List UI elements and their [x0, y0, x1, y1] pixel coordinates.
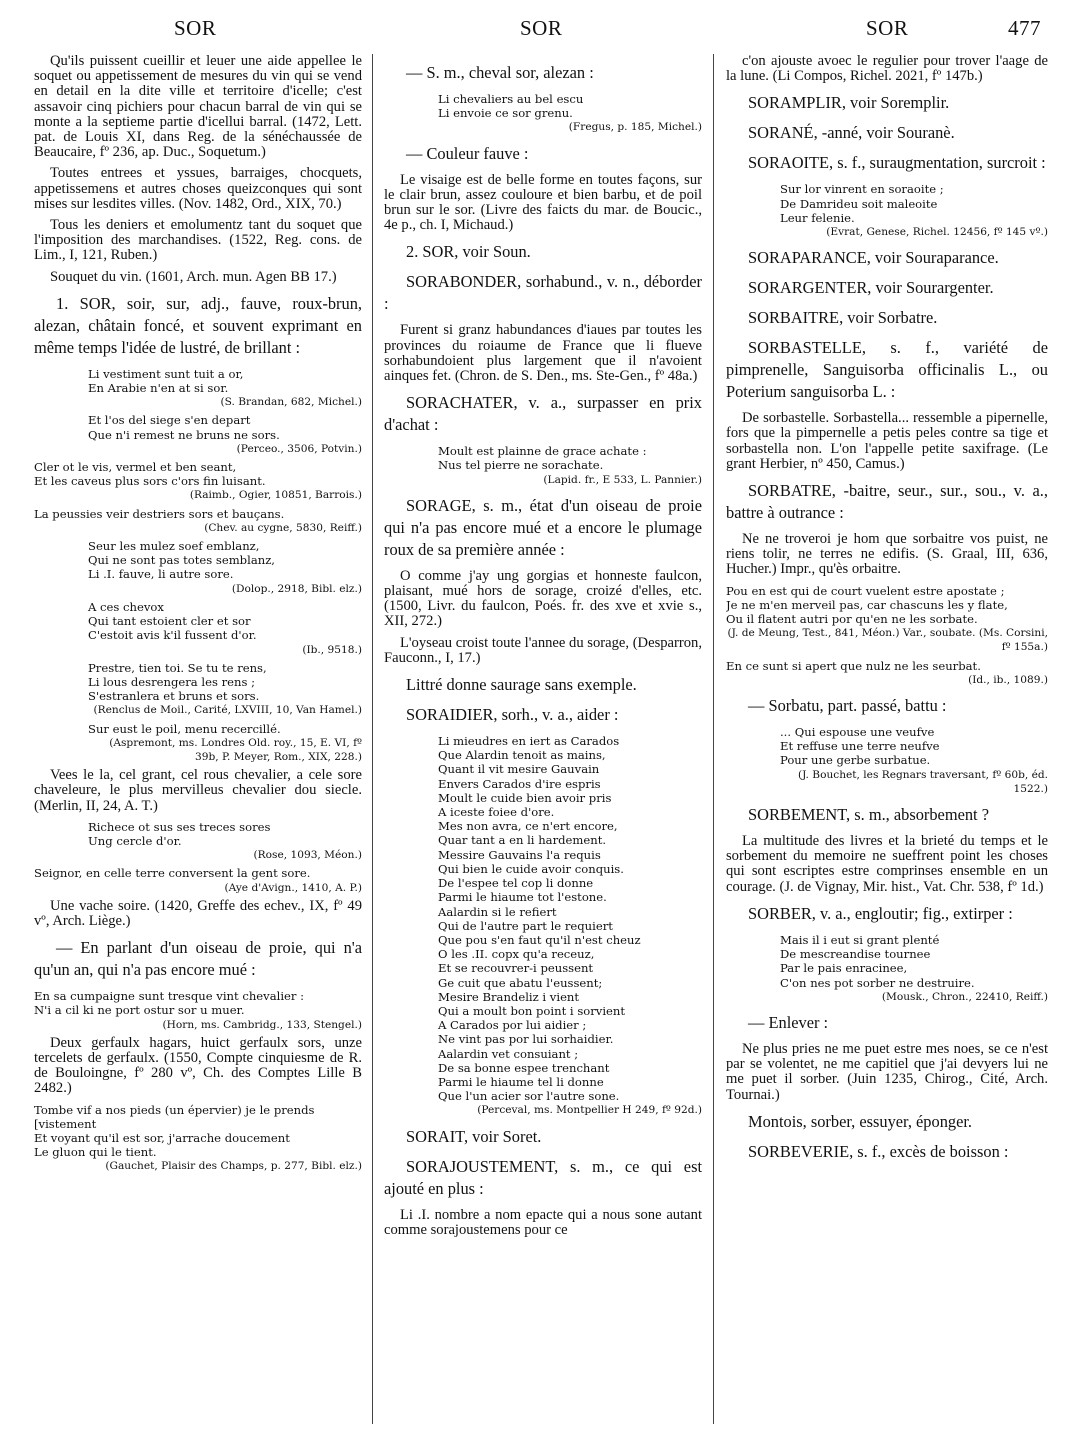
verse-line: Et reffuse une terre neufve	[780, 739, 940, 754]
verse-line: Qui tant estoient cler et sor	[88, 614, 251, 629]
verse-line: Et voyant qu'il est sor, j'arrache doucement	[34, 1130, 290, 1145]
verse-line: Ge cuit que abatu l'eussent;	[438, 975, 603, 990]
verse-line: Qui de l'autre part le requiert	[438, 918, 613, 933]
entry-heading: SORABONDER, sorhabund., v. n., déborder :	[384, 272, 702, 314]
verse-line: De Damrideu soit maleoite	[780, 196, 938, 211]
verse-citation	[726, 725, 1048, 796]
verse-citation	[726, 659, 1048, 687]
verse-line: En ce sunt si apert que nulz ne les seurbat.	[726, 658, 981, 673]
verse-line: N'i a cil ki ne port ostur sor u muer.	[34, 1003, 245, 1018]
verse-line: Qui ne sont pas totes semblanz,	[88, 553, 275, 568]
verse-citation	[34, 460, 362, 503]
entry-paragraph: De sorbastelle. Sorbastella... ressemble a pipernelle, fors que la pimpernelle a petis peles contre sa tige et sorbastella non. L'on l'appelle petite saxifrage. (Le grant Herbier, nº 450, Camus.)	[726, 410, 1048, 472]
entry-heading: 1. SOR, soir, sur, adj., fauve, roux-brun, alezan, châtain foncé, et souvent exprimant en même temps l'idée de lustré, de brillant :	[34, 293, 362, 357]
verse-line: Richece ot sus ses treces sores	[88, 819, 271, 834]
verse-line: De sa bonne espee trenchant	[438, 1060, 610, 1075]
header-center: SOR	[520, 16, 563, 40]
verse-line: Que pou s'en faut qu'il n'est cheuz	[438, 932, 641, 947]
entry-heading: Littré donne saurage sans exemple.	[406, 675, 637, 695]
citation-source: (Horn, ms. Cambridg., 133, Stengel.)	[162, 1018, 362, 1031]
verse-line: S'estranlera et bruns et sors.	[88, 689, 260, 704]
citation-source: (Fregus, p. 185, Michel.)	[568, 121, 702, 134]
verse-line: Qui a moult bon point i sorvient	[438, 1003, 626, 1018]
citation-source: (Aye d'Avign., 1410, A. P.)	[224, 881, 362, 894]
verse-citation	[34, 539, 362, 596]
entry-paragraph: Li .I. nombre a nom epacte qui a nous sone autant comme sorajoustemens pour ce	[384, 1206, 702, 1238]
column-divider-2	[713, 54, 714, 1424]
citation-source: (Perceo., 3506, Potvin.)	[236, 442, 362, 455]
citation-source: (Lapid. fr., E 533, L. Pannier.)	[543, 473, 702, 486]
verse-line: Par le pais enracinee,	[780, 961, 908, 976]
verse-line: Que l'un acier sor l'autre sone.	[438, 1089, 620, 1104]
verse-citation	[34, 367, 362, 410]
verse-line: Ung cercle d'or.	[88, 833, 182, 848]
entry-paragraph: O comme j'ay ung gorgias et honneste faulcon, plaisant, mué hors de sorage, croizé d'elles, etc. (1500, Livr. du faulcon, Poés. fr. des xve et xvie s., XII, 272.)	[384, 567, 702, 630]
verse-line: Le gluon qui le tient.	[34, 1145, 157, 1160]
verse-line: C'on nes pot sorber ne destruire.	[780, 975, 975, 990]
entry-heading: — Couleur fauve :	[406, 143, 529, 163]
verse-line: En sa cumpaigne sunt tresque vint chevalier :	[34, 989, 305, 1004]
verse-line: ... Qui espouse une veufve	[780, 725, 935, 740]
verse-line: Ou il flatent autri por qu'en ne les sorbate.	[726, 612, 978, 627]
verse-line: Parmi le hiaume tel li donne	[438, 1074, 604, 1089]
entry-heading: SORANÉ, -anné, voir Souranè.	[748, 123, 955, 143]
citation-source: (Mousk., Chron., 22410, Reiff.)	[881, 990, 1048, 1003]
citation-source: (Chev. au cygne, 5830, Reiff.)	[204, 521, 362, 534]
verse-line: A iceste foiee d'ore.	[438, 805, 555, 820]
verse-line: En Arabie n'en at si sor.	[88, 381, 229, 396]
entry-heading: SORAIT, voir Soret.	[406, 1126, 542, 1146]
entry-paragraph: Une vache soire. (1420, Greffe des echev., IX, fº 49 vº, Arch. Liège.)	[34, 897, 362, 929]
verse-line: Cler ot le vis, vermel et ben seant,	[34, 460, 237, 475]
verse-line: Li vestiment sunt tuit a or,	[88, 366, 244, 381]
verse-line: Et l'os del siege s'en depart	[88, 413, 251, 428]
verse-line: Seignor, en celle terre conversent la gent sore.	[34, 866, 311, 881]
verse-line: A ces chevox	[88, 599, 164, 614]
verse-citation	[34, 722, 362, 765]
citation-source: (Renclus de Moil., Carité, LXVIII, 10, Van Hamel.)	[93, 704, 362, 717]
entry-heading: — Sorbatu, part. passé, battu :	[748, 696, 947, 716]
citation-source: (Aspremont, ms. Londres Old. roy., 15, E. VI, fº 39b, P. Meyer, Rom., XIX, 228.)	[109, 736, 362, 763]
verse-line: C'estoit avis k'il fussent d'or.	[88, 628, 257, 643]
verse-citation	[34, 507, 362, 535]
verse-line: Sur eust le poil, menu recercillé.	[88, 721, 281, 736]
verse-line: A Carados por lui aidier ;	[438, 1018, 587, 1033]
citation-source: (Ib., 9518.)	[302, 643, 362, 656]
entry-paragraph: Qu'ils puissent cueillir et leuer une aide appellee le soquet ou appetissement de mesures du vin qui se vend en detail en la dite ville et territoire d'icelle; c'est assavoir cinq pichiers pour chacun barral de vin qui se monte a la septieme partie d'icellui barral. (1472, Lett. pat. de Louis XI, dans Reg. de la sénéchaussée de Beaucaire, fº 236, ap. Duc., Soquetum.)	[34, 54, 362, 161]
entry-heading: SORACHATER, v. a., surpasser en prix d'achat :	[384, 393, 702, 435]
header-right: SOR	[866, 16, 909, 40]
verse-citation	[34, 1103, 362, 1174]
verse-citation	[726, 182, 1048, 239]
column-1	[34, 54, 362, 1434]
verse-line: Aalardin si le refiert	[438, 904, 557, 919]
entry-paragraph: L'oyseau croist toute l'annee du sorage, (Desparron, Fauconn., I, 17.)	[384, 634, 702, 666]
verse-line: Li mieudres en iert as Carados	[438, 734, 620, 749]
entry-paragraph: La multitude des livres et la brieté du temps et le sorbement du memoire ne sueffrent point les choses qui sont escriptes estre comprinses ensemble en un courage. (J. de Vignay, Mir. hist., Vat. Chr. 538, fº 1d.)	[726, 833, 1048, 895]
verse-line: Li .I. fauve, li autre sore.	[88, 567, 234, 582]
entry-paragraph: Le visaige est de belle forme en toutes façons, sur le clair brun, assez couloure et bien barbu, et de poil brun sur le sor. (Livre des faicts du mar. de Boucic., 4e p., ch. I, Michaud.)	[384, 171, 702, 234]
entry-paragraph: Souquet du vin. (1601, Arch. mun. Agen BB 17.)	[50, 268, 337, 285]
header-left: SOR	[174, 16, 217, 40]
citation-source: (Gauchet, Plaisir des Champs, p. 277, Bibl. elz.)	[105, 1160, 362, 1173]
verse-citation	[384, 734, 702, 1117]
column-divider-1	[372, 54, 373, 1424]
entry-paragraph: Deux gerfaulx hagars, huict gerfaulx sors, unze tercelets de gerfaulx. (1550, Compte cinquiesme de R. de Bouloingne, fº 280 vº, Ch. des Comptes Lille B 2482.)	[34, 1034, 362, 1097]
verse-line: Que Alardin tenoit as mains,	[438, 748, 606, 763]
verse-line: Moult le cuide bien avoir pris	[438, 790, 612, 805]
verse-citation	[726, 933, 1048, 1004]
verse-citation	[384, 444, 702, 487]
entry-paragraph: Furent si granz habundances d'iaues par toutes les provinces du roiaume de France que li flueve sorhabundoient plus largement que il n'avoient ainques fet. (Chron. de S. Den., ms. Ste-Gen., fº 48a.)	[384, 322, 702, 385]
verse-citation	[384, 92, 702, 135]
entry-paragraph: Ne ne troveroi je hom que sorbaitre vos puist, ne riens tolir, ne terres ne edifis. (S. Graal, III, 636, Hucher.) Impr., qu'ès orbaitre.	[726, 531, 1048, 578]
entry-paragraph: Ne plus pries ne me puet estre mes noes, se ce n'est par se volentet, ne me capitiel que j'ai devyers lui ne me puet il sorber. (Juin 1235, Chirog., Cité, Arch. Tournai.)	[726, 1040, 1048, 1103]
entry-heading: SORAPARANCE, voir Souraparance.	[748, 248, 999, 268]
citation-source: (Perceval, ms. Montpellier H 249, fº 92d.)	[477, 1104, 702, 1117]
verse-line: Ne vint pas por lui sorhaidier.	[438, 1032, 614, 1047]
page-number: 477	[1008, 16, 1041, 40]
verse-line: Quar tant a en li hardement.	[438, 833, 607, 848]
entry-paragraph: c'on ajouste avoec le regulier pour trover l'aage de la lune. (Li Compos, Richel. 2021, fº 147b.)	[726, 54, 1048, 85]
verse-line: Prestre, tien toi. Se tu te rens,	[88, 660, 267, 675]
verse-citation	[34, 820, 362, 863]
verse-line: Pou en est qui de court vuelent estre apostate ;	[726, 583, 1005, 598]
verse-line: Li chevaliers au bel escu	[438, 92, 584, 106]
entry-heading: SORAIDIER, sorh., v. a., aider :	[406, 705, 619, 725]
entry-heading: SORBER, v. a., engloutir; fig., extirper :	[748, 903, 1013, 923]
entry-heading: Montois, sorber, essuyer, éponger.	[748, 1111, 973, 1131]
entry-paragraph: Toutes entrees et yssues, barraiges, chocquets, appetissemens et autres choses queizconques qui sont mises sur lesdites villes. (Nov. 1482, Ord., XIX, 70.)	[34, 165, 362, 212]
entry-heading: SORAMPLIR, voir Soremplir.	[748, 93, 950, 113]
citation-source: (Evrat, Genese, Richel. 12456, fº 145 vº.)	[826, 226, 1048, 239]
entry-heading: SORBEMENT, s. m., absorbement ?	[748, 805, 989, 825]
verse-line: De mescreandise tournee	[780, 947, 931, 962]
verse-line: De l'espee tel cop li donne	[438, 876, 594, 891]
verse-line: Seur les mulez soef emblanz,	[88, 539, 260, 554]
citation-source: (J. Bouchet, les Regnars traversant, fº 60b, éd. 1522.)	[798, 768, 1048, 795]
entry-heading: SORBAITRE, voir Sorbatre.	[748, 308, 938, 328]
verse-citation	[34, 600, 362, 657]
entry-paragraph: Vees le la, cel grant, cel rous chevalier, a cele sore chaveleure, le plus mervilleus chevalier dou siecle. (Merlin, II, 24, A. T.)	[34, 767, 362, 814]
entry-heading: SORAGE, s. m., état d'un oiseau de proie qui n'a pas encore mué et a encore le plumage roux de sa première année :	[384, 495, 702, 559]
entry-heading: SORBEVERIE, s. f., excès de boisson :	[748, 1141, 1009, 1161]
verse-line: Envers Carados d'ire espris	[438, 776, 601, 791]
column-3	[726, 54, 1048, 1434]
verse-line: Leur felenie.	[780, 210, 855, 225]
entry-heading: — Enlever :	[748, 1012, 829, 1032]
verse-line: Li lous desrengera les rens ;	[88, 674, 256, 689]
verse-line: Pour une gerbe surbatue.	[780, 753, 931, 768]
entry-heading: SORAJOUSTEMENT, s. m., ce qui est ajouté en plus :	[384, 1156, 702, 1198]
citation-source: (J. de Meung, Test., 841, Méon.) Var., soubate. (Ms. Corsini, fº 155a.)	[727, 627, 1048, 654]
verse-line: Qui bien le cuide avoir conquis.	[438, 861, 624, 876]
citation-source: (S. Brandan, 682, Michel.)	[220, 396, 362, 409]
verse-line: Nus tel pierre ne sorachate.	[438, 458, 604, 473]
citation-source: (Raimb., Ogier, 10851, Barrois.)	[189, 489, 362, 502]
citation-source: (Rose, 1093, Méon.)	[253, 849, 362, 862]
verse-citation	[34, 661, 362, 718]
entry-heading: SORARGENTER, voir Sourargenter.	[748, 278, 994, 298]
entry-heading: SORBASTELLE, s. f., variété de pimprenelle, Sanguisorba officinalis L., ou Poterium sanguisorba L. :	[726, 338, 1048, 402]
entry-heading: — En parlant d'un oiseau de proie, qui n'a qu'un an, qui n'a pas encore mué :	[34, 938, 362, 980]
verse-line: Moult est plainne de grace achate :	[438, 444, 647, 459]
verse-line: O les .II. copx qu'a receuz,	[438, 947, 595, 962]
verse-line: Sur lor vinrent en soraoite ;	[780, 182, 944, 197]
verse-line: Li envoie ce sor grenu.	[438, 106, 573, 121]
verse-citation	[34, 866, 362, 894]
entry-heading: SORBATRE, -baitre, seur., sur., sou., v. a., battre à outrance :	[726, 481, 1048, 523]
verse-line: Je ne m'en merveil pas, car chascuns les y flate,	[726, 597, 1008, 612]
verse-citation	[34, 989, 362, 1032]
verse-citation	[726, 584, 1048, 655]
verse-line: Mais il i eut si grant plenté	[780, 932, 940, 947]
verse-line: Parmi le hiaume tot l'estone.	[438, 890, 607, 905]
verse-line: Mes non avra, ce n'ert encore,	[438, 819, 618, 834]
verse-line: Aalardin vet consuiant ;	[438, 1046, 579, 1061]
verse-line: Que n'i remest ne bruns ne sors.	[88, 427, 280, 442]
entry-heading: SORAOITE, s. f., suraugmentation, surcroit :	[748, 153, 1046, 173]
verse-line: La peussies veir destriers sors et bauçans.	[34, 506, 285, 521]
verse-line: Et les caveus plus sors c'ors fin luisant.	[34, 474, 266, 489]
entry-paragraph: Tous les deniers et emolumentz tant du soquet que l'imposition des marchandises. (1522, Reg. cons. de Lim., I, 121, Ruben.)	[34, 217, 362, 264]
entry-heading: — S. m., cheval sor, alezan :	[406, 63, 594, 82]
verse-citation	[34, 413, 362, 456]
verse-line: Messire Gauvains l'a requis	[438, 847, 601, 862]
verse-line: Et se recouvrer-i peussent	[438, 961, 594, 976]
verse-line: Tombe vif a nos pieds (un épervier) je le prends [vistement	[34, 1102, 315, 1131]
citation-source: (Id., ib., 1089.)	[968, 673, 1048, 686]
citation-source: (Dolop., 2918, Bibl. elz.)	[231, 582, 362, 595]
entry-heading: 2. SOR, voir Soun.	[406, 242, 531, 262]
verse-line: Quant il vit mesire Gauvain	[438, 762, 600, 777]
column-2	[384, 54, 702, 1434]
verse-line: Mesire Brandeliz i vient	[438, 989, 580, 1004]
